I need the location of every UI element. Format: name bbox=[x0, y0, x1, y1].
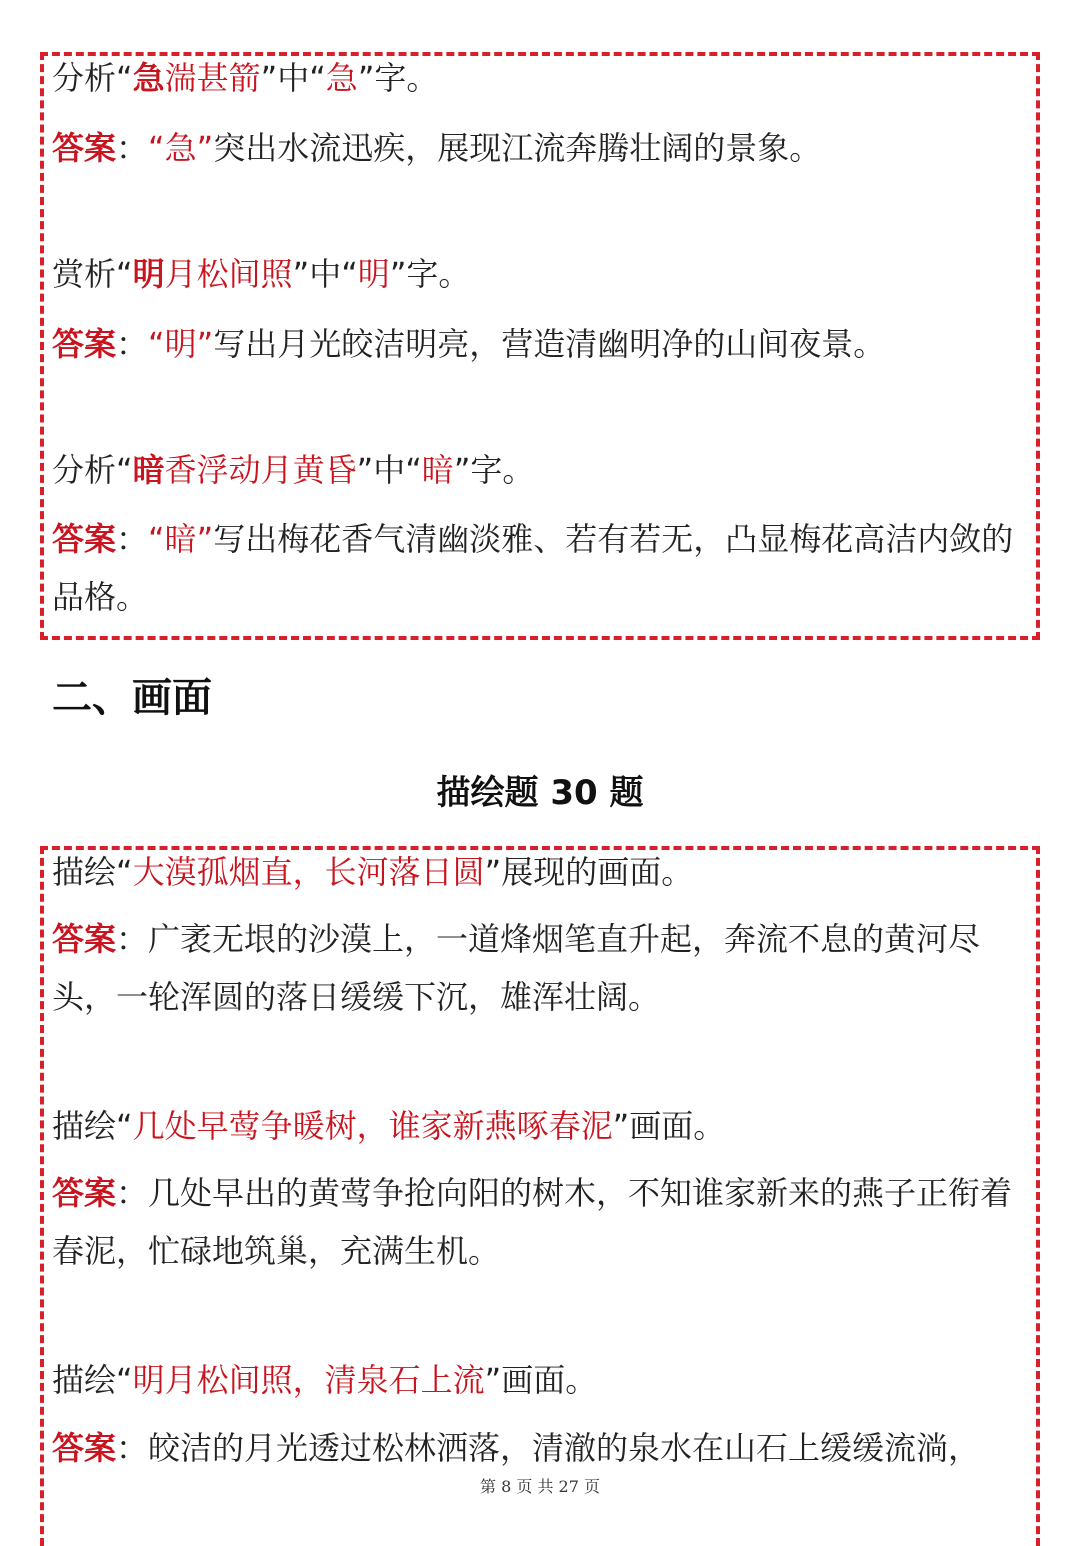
question-line: 赏析“明月松间照”中“明”字。 bbox=[52, 255, 471, 293]
question-line: 描绘“几处早莺争暖树，谁家新燕啄春泥”画面。 bbox=[52, 1107, 726, 1145]
answer-line: 答案：几处早出的黄莺争抢向阳的树木，不知谁家新来的燕子正衔着春泥，忙碌地筑巢，充满生机。 bbox=[52, 1174, 1013, 1270]
answer-line: 答案：“明”写出月光皎洁明亮，营造清幽明净的山间夜景。 bbox=[52, 325, 886, 363]
answer-line: 答案：“急”突出水流迅疾，展现江流奔腾壮阔的景象。 bbox=[52, 129, 822, 167]
page-number: 第 8 页 共 27 页 bbox=[480, 1477, 600, 1496]
answer-label: 答案 bbox=[52, 129, 117, 167]
answer-line: 答案：广袤无垠的沙漠上，一道烽烟笔直升起，奔流不息的黄河尽头，一轮浑圆的落日缓缓下沉，雄浑壮阔。 bbox=[52, 920, 981, 1016]
answer-label: 答案 bbox=[52, 920, 117, 958]
question-line: 分析“暗香浮动月黄昏”中“暗”字。 bbox=[52, 451, 535, 489]
answer-label: 答案 bbox=[52, 520, 117, 558]
answer-label: 答案 bbox=[52, 1429, 117, 1467]
section-subheading: 描绘题 30 题 bbox=[436, 773, 644, 813]
answer-line: 答案：“暗”写出梅花香气清幽淡雅、若有若无，凸显梅花高洁内敛的品格。 bbox=[52, 520, 1014, 616]
answer-label: 答案 bbox=[52, 1174, 117, 1212]
answer-label: 答案 bbox=[52, 325, 117, 363]
question-line: 描绘“明月松间照，清泉石上流”画面。 bbox=[52, 1361, 598, 1399]
section-heading: 二、画面 bbox=[52, 675, 212, 721]
answer-line: 答案：皎洁的月光透过松林洒落，清澈的泉水在山石上缓缓流淌， bbox=[52, 1429, 981, 1467]
question-line: 分析“急湍甚箭”中“急”字。 bbox=[52, 59, 439, 97]
question-line: 描绘“大漠孤烟直，长河落日圆”展现的画面。 bbox=[52, 853, 694, 891]
